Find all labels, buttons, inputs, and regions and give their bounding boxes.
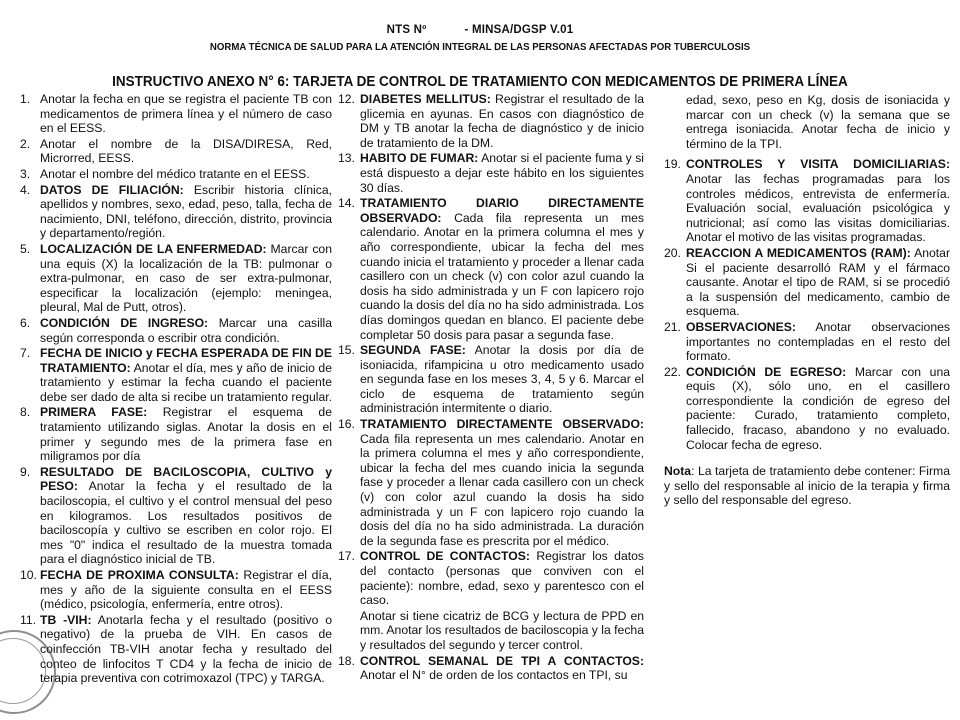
item-body [40, 316, 332, 345]
item-text: Registrar el día, mes y año de la siguiente consulta en el EESS (médico, psicología, enfermería, entre otros). [40, 568, 332, 612]
item-number: 7. [20, 346, 31, 361]
item-text: Anotar Si el paciente desarrolló RAM y el fármaco causante. Anotar el tipo de RAM, si se procedió a la suspensión del medicamento, cambio de esquema. [686, 245, 950, 319]
list-item [20, 465, 332, 567]
list-item [20, 316, 332, 345]
list-item [664, 365, 950, 453]
item-number: 13. [338, 151, 355, 166]
item-body [360, 609, 644, 653]
item-number: 17. [338, 549, 355, 564]
item-text: Anotar la fecha y el resultado de la baciloscopia, el cultivo y el control mensual del peso en kilogramos. Los resultados positivos de baciloscopía y cultivo se escriben en color rojo. El mes "0" indica el resultado de la muestra tomada para el diagnóstico inicial de TB. [40, 479, 332, 567]
column-3-lead: edad, sexo, peso en Kg, dosis de isoniacida y marcar con un check (v) la semana que se entrega isoniacida. Anotar fecha de inicio y término de la TPI. [686, 93, 950, 151]
item-text: Anotar el nombre de la DISA/DIRESA, Red, Microrred, EESS. [40, 136, 332, 166]
item-body [360, 151, 644, 195]
list-item [20, 568, 332, 612]
item-number [338, 609, 360, 653]
item-text: Anotar la fecha en que se registra el paciente TB con medicamentos de primera línea y el número de caso en el EESS. [40, 92, 332, 136]
item-number: 9. [20, 464, 31, 479]
item-keyword: PRIMERA FASE: [40, 405, 148, 420]
list-item [20, 405, 332, 463]
item-text: Anotar el N° de orden de los contactos en TPI, su [360, 668, 628, 683]
item-text: Anotar observaciones importantes no contempladas en el resto del formato. [686, 319, 950, 364]
item-number: 11. [20, 612, 37, 627]
item-keyword: DATOS DE FILIACIÓN: [40, 182, 184, 197]
item-number: 2. [20, 136, 31, 151]
item-body [360, 549, 644, 607]
item-text: Cada fila representa un mes calendario. Anotar en la primera columna el mes y año correspondiente, ubicar la fecha del mes cuando inicia la segunda fase y proceder a llenar cada casillero con un check (v) con color azul cuando la dosis ha sido administrada y un F con lapicero rojo cuando la dosis del día no ha sido administrada. La duración de la segunda fase es prescrita por el médico. [360, 431, 644, 548]
item-text: Anotar si tiene cicatriz de BCG y lectura de PPD en mm. Anotar los resultados de baciloscopia y la fecha y resultados del segundo y tercer control. [360, 608, 644, 652]
item-keyword: DIABETES MELLITUS: [360, 92, 491, 106]
item-body [360, 343, 644, 416]
item-number: 19. [664, 157, 681, 172]
item-keyword: REACCION A MEDICAMENTOS (RAM): [686, 245, 911, 260]
item-keyword: SEGUNDA FASE: [360, 343, 466, 358]
item-number: 1. [20, 92, 31, 106]
list-item [338, 609, 644, 653]
item-body [686, 157, 950, 245]
list-item [338, 92, 644, 150]
item-body [40, 613, 332, 686]
item-number: 20. [664, 245, 681, 260]
list-item [338, 654, 644, 683]
item-number: 16. [338, 417, 355, 432]
item-text: Anotarla fecha y el resultado (positivo o negativo) de la prueba de VIH. En casos de coinfección TB-VIH anotar fecha y resultado del conteo de linfocitos T CD4 y la fecha de inicio de terapia preventiva con cotrimoxazol (TPC) y TARGA. [40, 612, 332, 686]
norm-code [0, 24, 960, 36]
item-text: Registrar los datos del contacto (personas que conviven con el paciente): nombre, edad, sexo y parentesco con el caso. [360, 549, 644, 608]
item-keyword: TB -VIH: [40, 612, 92, 627]
item-keyword: HABITO DE FUMAR: [360, 151, 479, 166]
column-3 [664, 93, 950, 508]
item-text: Marcar con una equis (X) la localización de la TB: pulmonar o extra-pulmonar, en caso de ser extra-pulmonar, especificar la localización (ejemplo: meningea, pleural, Mal de Putt, otros). [40, 241, 332, 315]
item-number: 3. [20, 166, 31, 181]
column-1 [20, 92, 332, 687]
item-text: Marcar con una equis (X), sólo uno, en el casillero correspondiente la condición de egreso del paciente: Curado, tratamiento completo, fallecido, fracaso, abandono y no evaluado. Colocar fecha de egreso. [686, 364, 951, 452]
item-keyword: CONDICIÓN DE INGRESO: [40, 315, 209, 330]
item-body [686, 246, 950, 319]
item-body [40, 405, 332, 463]
norm-code-right: - MINSA/DGSP V.01 [464, 24, 574, 36]
item-body [40, 346, 332, 404]
item-body [686, 320, 950, 364]
item-keyword: CONTROL DE CONTACTOS: [360, 549, 530, 564]
list-item [338, 196, 644, 342]
item-body [40, 242, 332, 315]
item-number: 21. [664, 319, 681, 334]
item-body [360, 417, 644, 548]
item-body [40, 465, 332, 567]
item-number: 6. [20, 315, 31, 330]
item-body [40, 137, 332, 166]
item-text: Anotar el día, mes y año de inicio de tratamiento y estimar la fecha cuando el paciente debe ser dado de alta si recibe un tratamiento regular. [40, 360, 333, 404]
item-text: Marcar una casilla según corresponda o escribir otra condición. [40, 315, 332, 345]
item-body [360, 92, 644, 150]
item-body [40, 167, 332, 182]
item-keyword: OBSERVACIONES: [686, 319, 796, 334]
item-number: 5. [20, 241, 31, 256]
item-text: Cada fila representa un mes calendario. Anotar en la primera columna el mes y año correspondiente, ubicar la fecha del mes cuando inicia el tratamiento y proceder a llenar cada casillero con un check (v) con color azul cuando la dosis ha sido administrada y un F con lapicero rojo cuando la dosis del día no ha sido administrada. Los días domingos quedan en blanco. El paciente debe completar 50 dosis para pasar a segunda fase. [360, 210, 644, 342]
item-number: 18. [338, 653, 355, 668]
item-body [40, 568, 332, 612]
list-item [664, 246, 950, 319]
list-item [20, 92, 332, 136]
list-item [20, 137, 332, 166]
list-item [20, 613, 332, 686]
item-keyword: CONTROLES Y VISITA DOMICILIARIAS: [686, 157, 950, 172]
note-label: Nota [664, 464, 692, 479]
item-keyword: RESULTADO DE BACILOSCOPIA, CULTIVO y PESO: [40, 464, 332, 494]
item-number: 14. [338, 196, 355, 211]
list-item [20, 346, 332, 404]
item-keyword: TRATAMIENTO DIARIO DIRECTAMENTE OBSERVADO: [360, 196, 644, 225]
item-text: Registrar el resultado de la glicemia en ayunas. En casos con diagnóstico de DM y TB anotar la fecha de diagnóstico y de inicio de tratamiento de la DM. [360, 92, 644, 150]
item-text: Anotar la dosis por día de isoniacida, rifampicina u otro medicamento usado en segunda fase en los meses 3, 4, 5 y 6. Marcar el ciclo de esquema de tratamiento según administración intermitente o diario. [360, 343, 644, 416]
list-item [338, 343, 644, 416]
item-text: Anotar si el paciente fuma y si está dispuesto a dejar este hábito en los siguientes 30 días. [360, 151, 644, 195]
item-text: Registrar el esquema de tratamiento utilizando siglas. Anotar la dosis en el primer y segundo mes de la primera fase en miligramos por día [40, 405, 332, 464]
item-text: Escribir historia clínica, apellidos y nombres, sexo, edad, peso, talla, fecha de nacimiento, DNI, teléfono, dirección, distrito, provincia y departamento/región. [40, 182, 332, 241]
list-item [338, 549, 644, 607]
list-item [20, 167, 332, 182]
item-number: 22. [664, 364, 681, 379]
item-keyword: LOCALIZACIÓN DE LA ENFERMEDAD: [40, 241, 267, 256]
list-item [338, 417, 644, 548]
item-number: 10. [20, 568, 37, 582]
column-3-items [664, 157, 950, 452]
list-item [664, 320, 950, 364]
list-item [20, 183, 332, 241]
item-number: 8. [20, 405, 31, 420]
item-keyword: CONDICIÓN DE EGRESO: [686, 364, 847, 379]
item-keyword: FECHA DE INICIO y FECHA ESPERADA DE FIN DE TRATAMIENTO: [40, 346, 332, 375]
item-text: Anotar el nombre del médico tratante en el EESS. [40, 166, 310, 181]
item-keyword: CONTROL SEMANAL DE TPI A CONTACTOS: [360, 653, 644, 668]
column-2 [338, 92, 644, 684]
list-item [20, 242, 332, 315]
item-body [686, 365, 950, 453]
item-text: Anotar las fechas programadas para los controles médicos, entrevista de enfermería. Evaluación social, evaluación psicológica y nutricional; así como las visitas domiciliarias. Anotar el motivo de las visitas programadas. [686, 171, 950, 245]
item-number: 12. [338, 92, 355, 106]
note-paragraph [664, 464, 950, 508]
norm-code-left: NTS Nº [386, 24, 427, 36]
item-number: 15. [338, 343, 355, 358]
item-body [360, 196, 644, 342]
item-body [360, 654, 644, 683]
list-item [338, 151, 644, 195]
item-keyword: TRATAMIENTO DIRECTAMENTE OBSERVADO: [360, 417, 644, 432]
item-body [40, 92, 332, 136]
list-item [664, 157, 950, 245]
item-keyword: FECHA DE PROXIMA CONSULTA: [40, 568, 239, 582]
note-text: : La tarjeta de tratamiento debe contener: Firma y sello del responsable al inicio de la terapia y firma y sello del responsable del egreso. [664, 464, 950, 508]
item-number: 4. [20, 182, 31, 197]
norm-subtitle: NORMA TÉCNICA DE SALUD PARA LA ATENCIÓN INTEGRAL DE LAS PERSONAS AFECTADAS POR TUBERCULOSIS [209, 41, 751, 53]
page-title: INSTRUCTIVO ANEXO N° 6: TARJETA DE CONTROL DE TRATAMIENTO CON MEDICAMENTOS DE PRIMERA LÍNEA [112, 74, 848, 90]
item-body [40, 183, 332, 241]
